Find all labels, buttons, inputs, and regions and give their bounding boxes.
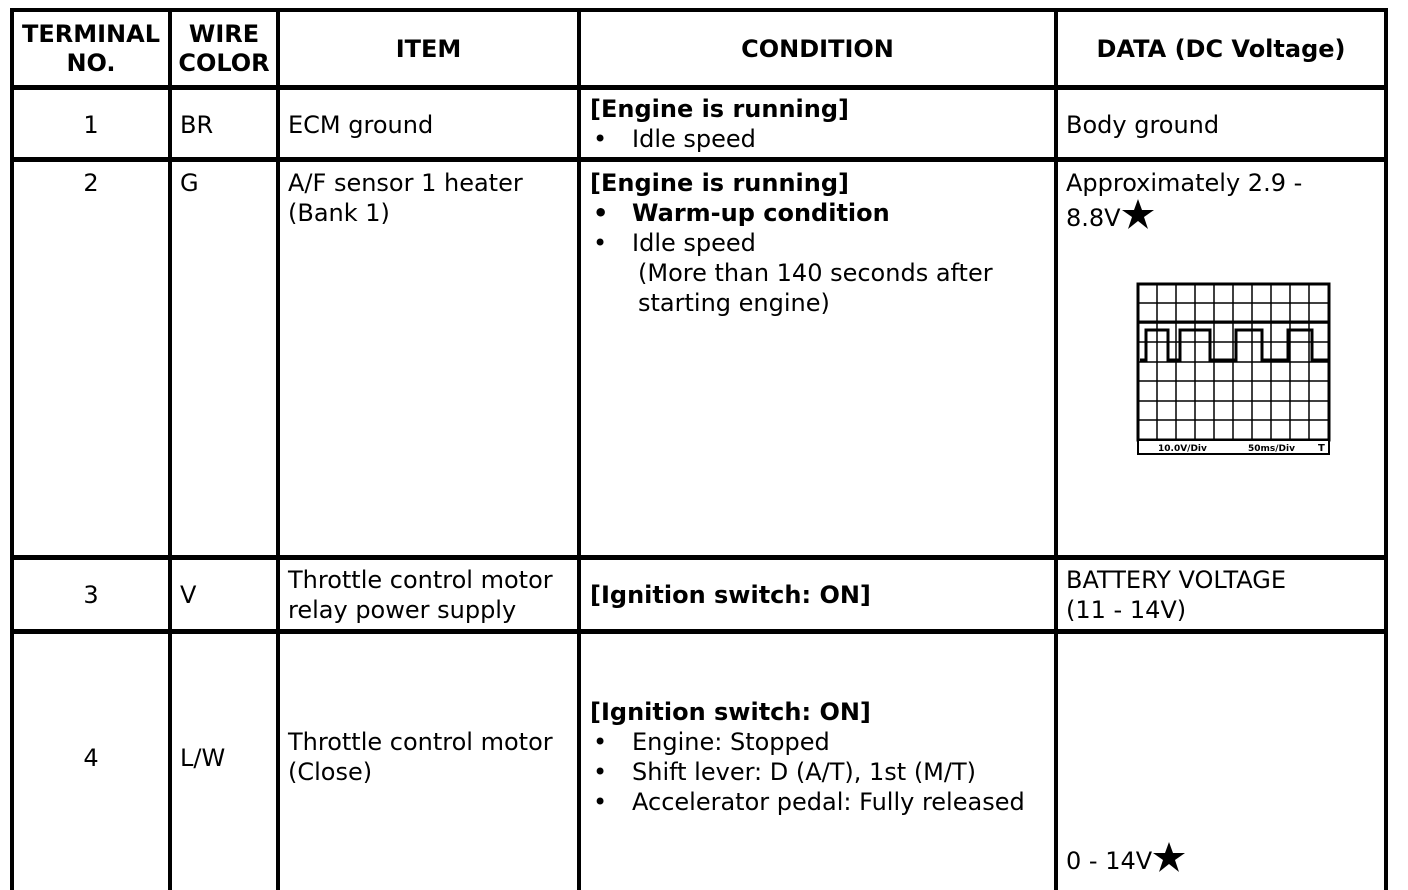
row2-data [1066, 168, 1302, 233]
row2-item-line2: (Bank 1) [288, 199, 390, 227]
oscilloscope-waveform [1136, 282, 1332, 456]
row1-bullet: • Idle speed [593, 125, 756, 153]
row2-data-line2 [1066, 198, 1302, 233]
row3-item-line1: Throttle control motor [288, 566, 553, 594]
row2-condition [590, 168, 993, 318]
row-divider [10, 629, 1388, 634]
row1-condition [590, 94, 849, 154]
row3-wire: V [180, 581, 197, 609]
header-terminal-no [14, 12, 168, 85]
row-divider [10, 157, 1388, 162]
row2-bullet-text: Warm-up condition [632, 199, 890, 227]
row4-data-value: 0 - 14V [1066, 847, 1153, 875]
scope-signal-trace [1140, 330, 1328, 360]
row2-item [288, 168, 523, 228]
star-icon [1121, 198, 1155, 230]
row2-condition-note-line2: starting engine) [638, 289, 830, 317]
header-divider [10, 85, 1388, 90]
row2-condition-note-line1: (More than 140 seconds after [638, 259, 993, 287]
row4-item [288, 727, 553, 787]
row4-condition-title: [Ignition switch: ON] [590, 698, 871, 726]
row4-terminal: 4 [83, 744, 99, 772]
header-terminal-line2: NO. [66, 48, 116, 77]
row3-data-line2: (11 - 14V) [1066, 596, 1187, 624]
row3-data-line1: BATTERY VOLTAGE [1066, 566, 1287, 594]
row4-bullet: • Engine: Stopped [593, 728, 830, 756]
row2-bullet: • Idle speed [593, 229, 756, 257]
row1-bullet-text: Idle speed [632, 125, 756, 153]
star-icon [1152, 841, 1186, 873]
header-data: DATA (DC Voltage) [1096, 34, 1346, 63]
scope-trigger-label: T [1318, 443, 1325, 454]
row2-wire: G [180, 169, 199, 197]
header-terminal-line1: TERMINAL [21, 19, 160, 48]
header-wire-line1: WIRE [188, 19, 260, 48]
scope-right-label: 50ms/Div [1248, 444, 1295, 454]
row3-terminal: 3 [83, 581, 99, 609]
row3-data [1066, 565, 1286, 625]
row3-item [288, 565, 553, 625]
row2-item-line1: A/F sensor 1 heater [288, 169, 523, 197]
row4-data [1066, 841, 1186, 876]
header-wire-color [172, 12, 276, 85]
row4-bullet: • Accelerator pedal: Fully released [593, 788, 1025, 816]
row1-wire: BR [180, 111, 214, 139]
row4-bullet: • Shift lever: D (A/T), 1st (M/T) [593, 758, 976, 786]
row2-terminal: 2 [83, 169, 99, 197]
scope-left-label: 10.0V/Div [1158, 444, 1207, 454]
row4-condition [590, 697, 1025, 817]
header-item: ITEM [395, 34, 462, 63]
row1-terminal: 1 [83, 111, 99, 139]
row4-item-line2: (Close) [288, 758, 373, 786]
row2-data-line1: Approximately 2.9 - [1066, 169, 1303, 197]
row4-wire: L/W [180, 744, 226, 772]
row3-item-line2: relay power supply [288, 596, 517, 624]
row1-item: ECM ground [288, 111, 434, 139]
row2-data-value: 8.8V [1066, 204, 1121, 232]
row4-bullet-text: Accelerator pedal: Fully released [632, 788, 1025, 816]
col-divider [1054, 8, 1058, 890]
row3-condition-title: [Ignition switch: ON] [590, 581, 871, 609]
row4-item-line1: Throttle control motor [288, 728, 553, 756]
row2-bullet: • Warm-up condition [593, 199, 890, 227]
col-divider [577, 8, 581, 890]
scope-grid [1138, 284, 1329, 440]
header-condition: CONDITION [741, 34, 894, 63]
row1-condition-title: [Engine is running] [590, 95, 849, 123]
col-divider [276, 8, 280, 890]
row2-bullet-text: Idle speed [632, 229, 756, 257]
row1-data: Body ground [1066, 111, 1220, 139]
header-wire-line2: COLOR [178, 48, 270, 77]
table-border-right [1384, 8, 1388, 890]
col-divider [168, 8, 172, 890]
row-divider [10, 555, 1388, 560]
row4-bullet-text: Engine: Stopped [632, 728, 830, 756]
row4-bullet-text: Shift lever: D (A/T), 1st (M/T) [632, 758, 976, 786]
row2-condition-title: [Engine is running] [590, 169, 849, 197]
